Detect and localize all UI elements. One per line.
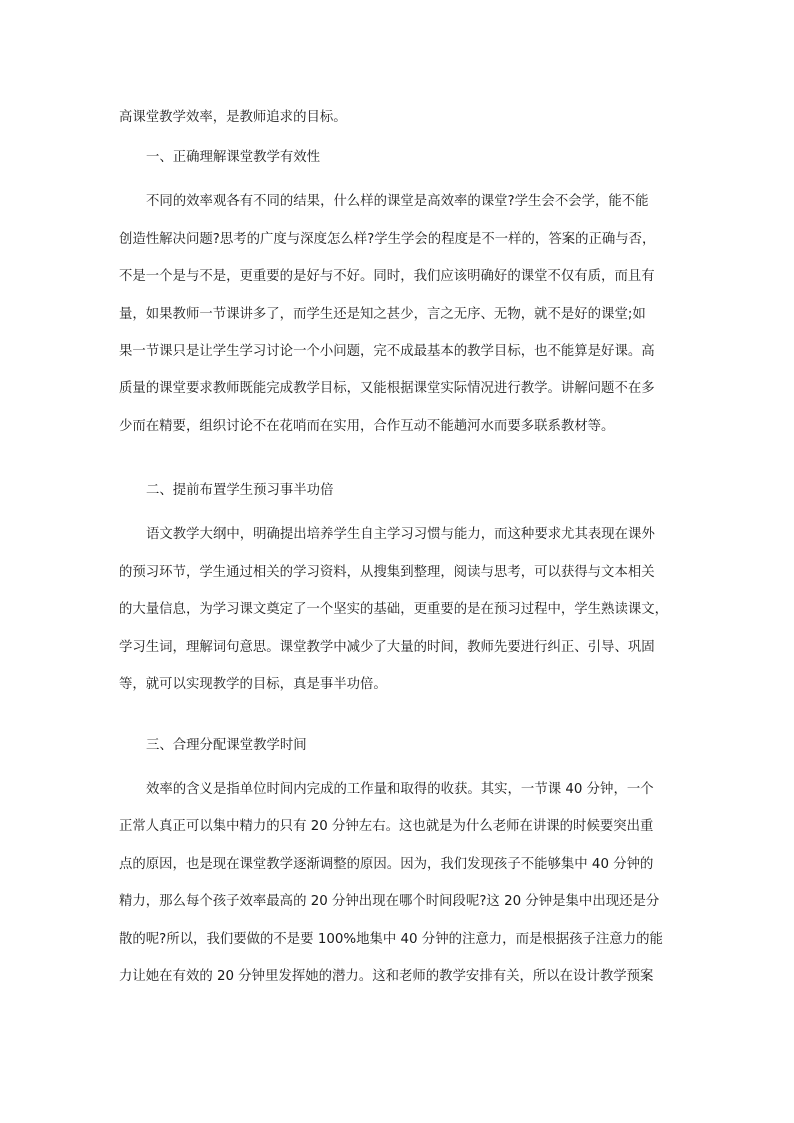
paragraph-line: 质量的课堂要求教师既能完成教学目标，又能根据课堂实际情况进行教学。讲解问题不在多: [119, 381, 655, 396]
paragraph-line: 正常人真正可以集中精力的只有 20 分钟左右。这也就是为什么老师在讲课的时候要突出重: [119, 819, 654, 834]
paragraph-line: 的预习环节，学生通过相关的学习资料，从搜集到整理，阅读与思考，可以获得与文本相关: [119, 565, 655, 580]
paragraph-line: 不同的效率观各有不同的结果，什么样的课堂是高效率的课堂?学生会不会学，能不能: [146, 194, 649, 209]
paragraph-line: 力让她在有效的 20 分钟里发挥她的潜力。这和老师的教学安排有关，所以在设计教学预案: [119, 969, 654, 984]
paragraph-line: 高课堂教学效率，是教师追求的目标。: [119, 110, 347, 125]
paragraph-line: 点的原因，也是现在课堂教学逐渐调整的原因。因为，我们发现孩子不能够集中 40 分钟的: [119, 857, 654, 872]
section-heading-2: 二、提前布置学生预习事半功倍: [146, 483, 334, 498]
paragraph-line: 创造性解决问题?思考的广度与深度怎么样?学生学会的程度是不一样的，答案的正确与否，: [119, 232, 656, 247]
paragraph-line: 果一节课只是让学生学习讨论一个小问题，完不成最基本的教学目标，也不能算是好课。高: [119, 344, 655, 359]
paragraph-line: 等，就可以实现教学的目标，真是事半功倍。: [119, 677, 387, 692]
paragraph-line: 量，如果教师一节课讲多了，而学生还是知之甚少，言之无序、无物，就不是好的课堂;如: [119, 307, 646, 322]
paragraph-line: 少而在精要，组织讨论不在花哨而在实用，合作互动不能趟河水而要多联系教材等。: [119, 419, 615, 434]
paragraph-line: 效率的含义是指单位时间内完成的工作量和取得的收获。其实，一节课 40 分钟，一个: [146, 782, 654, 797]
section-heading-3: 三、合理分配课堂教学时间: [146, 738, 307, 753]
paragraph-line: 散的呢?所以，我们要做的不是要 100%地集中 40 分钟的注意力，而是根据孩子注意力的能: [119, 932, 663, 947]
paragraph-line: 不是一个是与不是，更重要的是好与不好。同时，我们应该明确好的课堂不仅有质，而且有: [119, 269, 655, 284]
section-heading-1: 一、正确理解课堂教学有效性: [146, 150, 321, 165]
paragraph-line: 学习生词，理解词句意思。课堂教学中减少了大量的时间，教师先要进行纠正、引导、巩固: [119, 640, 655, 655]
paragraph-line: 的大量信息，为学习课文奠定了一个坚实的基础，更重要的是在预习过程中，学生熟读课文，: [119, 602, 669, 617]
paragraph-line: 精力，那么每个孩子效率最高的 20 分钟出现在哪个时间段呢?这 20 分钟是集中出现还是分: [119, 894, 660, 909]
paragraph-line: 语文教学大纲中，明确提出培养学生自主学习习惯与能力，而这种要求尤其表现在课外: [146, 527, 655, 542]
